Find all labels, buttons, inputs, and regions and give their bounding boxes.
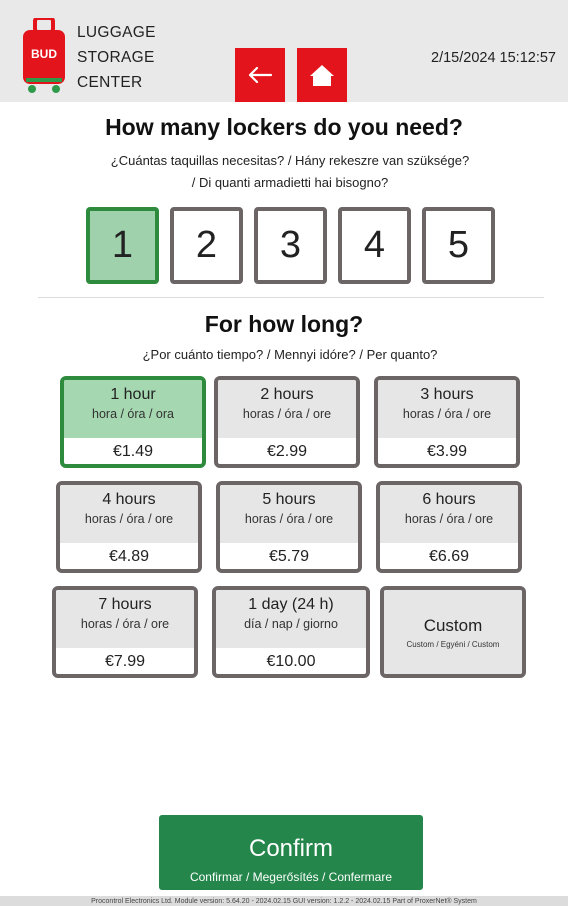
lockers-subtitle-line2: / Di quanti armadietti hai bisogno? (191, 175, 389, 190)
locker-count-2-button[interactable]: 2 (170, 207, 243, 284)
duration-price: €6.69 (428, 548, 470, 565)
lockers-subtitle-line1: ¿Cuántas taquillas necesitas? / Hány rekeszre van szüksége? (110, 153, 470, 168)
footer-version-info: Procontrol Electronics Ltd. Module version: 5.64.20 - 2024.02.15 GUI version: 1.2.2 - 2024.02.15 Part of ProxerNet® System (0, 896, 568, 906)
locker-count-5-button[interactable]: 5 (422, 207, 495, 284)
home-button[interactable] (297, 48, 347, 102)
confirm-translation: Confirmar / Megerősítés / Confermare (189, 869, 393, 884)
duration-option-4-hours[interactable] (56, 481, 202, 573)
lockers-title: How many lockers do you need? (105, 114, 463, 140)
duration-price: €7.99 (104, 653, 146, 670)
duration-translation: horas / óra / ore (80, 617, 170, 631)
locker-count-3-button[interactable]: 3 (254, 207, 327, 284)
duration-option-2-hours[interactable] (214, 376, 360, 468)
duration-option-header (380, 485, 518, 543)
suitcase-logo-icon (22, 18, 66, 96)
duration-option-header (218, 380, 356, 438)
duration-label: 5 hours (262, 491, 316, 508)
duration-label: 6 hours (422, 491, 476, 508)
duration-option-header (60, 485, 198, 543)
back-button[interactable] (235, 48, 285, 102)
duration-price: €5.79 (268, 548, 310, 565)
brand-line: LUGGAGE (77, 24, 156, 41)
duration-label: 2 hours (260, 386, 314, 403)
brand-name (77, 20, 156, 95)
home-icon (309, 63, 335, 87)
duration-option-header (56, 590, 194, 648)
duration-price: €1.49 (112, 443, 154, 460)
confirm-button[interactable] (159, 815, 423, 890)
datetime-display: 2/15/2024 15:12:57 (431, 50, 556, 66)
duration-option-3-hours[interactable] (374, 376, 520, 468)
duration-label: 1 hour (110, 386, 156, 403)
duration-translation: Custom / Egyéni / Custom (406, 639, 500, 649)
duration-label: Custom (423, 615, 483, 635)
duration-option-header (384, 590, 522, 674)
duration-translation: horas / óra / ore (402, 407, 492, 421)
header-bar (0, 0, 568, 102)
duration-title: For how long? (204, 311, 364, 337)
duration-option-5-hours[interactable] (216, 481, 362, 573)
duration-option-1-day[interactable] (212, 586, 370, 678)
arrow-left-icon (247, 66, 273, 84)
duration-translation: día / nap / giorno (244, 617, 338, 631)
duration-option-header (220, 485, 358, 543)
duration-translation: horas / óra / ore (244, 512, 334, 526)
duration-price: €4.89 (108, 548, 150, 565)
duration-option-header (216, 590, 366, 648)
duration-label: 3 hours (420, 386, 474, 403)
brand-line: STORAGE (77, 49, 155, 66)
lockers-subtitle (40, 150, 540, 194)
duration-price: €2.99 (266, 443, 308, 460)
duration-option-7-hours[interactable] (52, 586, 198, 678)
duration-option-6-hours[interactable] (376, 481, 522, 573)
locker-count-1-button[interactable]: 1 (86, 207, 159, 284)
duration-label: 7 hours (98, 596, 152, 613)
svg-text:BUD: BUD (31, 47, 57, 61)
confirm-label: Confirm (248, 834, 333, 862)
duration-option-header (378, 380, 516, 438)
duration-translation: horas / óra / ore (242, 407, 332, 421)
duration-translation: horas / óra / ore (404, 512, 494, 526)
duration-option-1-hour[interactable] (60, 376, 206, 468)
duration-label: 1 day (24 h) (248, 596, 334, 613)
duration-label: 4 hours (102, 491, 156, 508)
duration-translation: hora / óra / ora (92, 407, 174, 421)
duration-option-header (64, 380, 202, 438)
duration-price: €3.99 (426, 443, 468, 460)
locker-count-4-button[interactable]: 4 (338, 207, 411, 284)
duration-translation: horas / óra / ore (84, 512, 174, 526)
duration-subtitle: ¿Por cuánto tiempo? / Mennyi idóre? / Per quanto? (142, 347, 438, 362)
duration-price: €10.00 (266, 653, 316, 670)
duration-option-custom[interactable] (380, 586, 526, 678)
brand-line: CENTER (77, 74, 143, 91)
section-divider (38, 297, 544, 298)
